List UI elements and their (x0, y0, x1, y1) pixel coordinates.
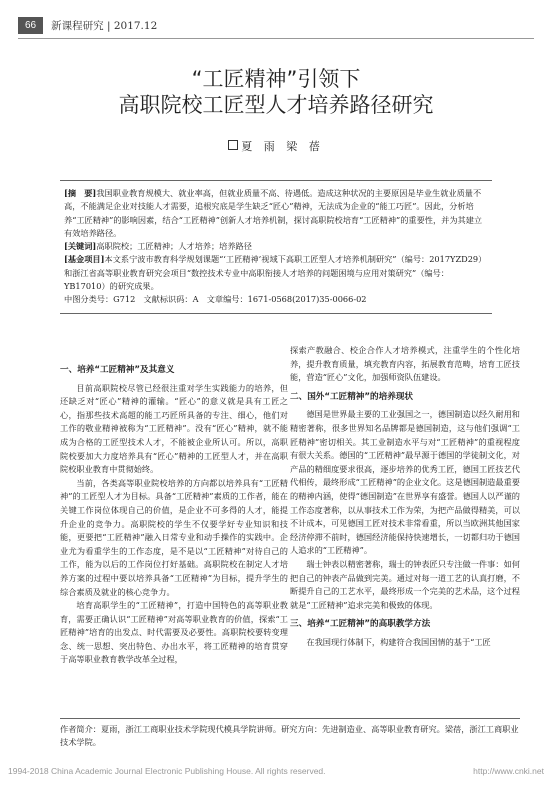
right-paragraph-2: 瑞士钟表以精密著称，瑞士的钟表匠只专注做一件事：如何把自己的钟表产品做到完美。通过对每一道工艺的认真打磨，不断提升自己的工艺水平，最终形成一个完美的艺术品，这个过程就是“工匠精神”追求完美和极致的体现。 (290, 558, 520, 610)
section-heading-1: 一、培养“工匠精神”及其意义 (60, 365, 175, 375)
left-paragraph-1: 目前高职院校尽管已经很注重对学生实践能力的培养，但还缺乏对“匠心”精神的灌输。“匠心”的意义就是具有工匠之心，指那些技术高超的能工巧匠所具备的专注、细心，他们对工作的敬业精神被称为“工匠精神”。没有“匠心”精神，就不能成为合格的工匠型技术人才，不能被企业所认可。所以，高职院校要加大力度培养具有“匠心”精神的工匠型人才，并在高职院校职业教育中贯彻始终。 (60, 382, 288, 475)
title-line-1: “工匠精神”引领下 (191, 67, 361, 91)
keywords-line (64, 240, 488, 253)
colophon (8, 766, 544, 776)
right-paragraph-3: 在我国现行体制下，构建符合我国国情的基于“工匠 (306, 636, 491, 647)
header-rule (18, 38, 534, 39)
running-header (18, 14, 157, 36)
left-paragraph-2: 当前，各类高等职业院校培养的方向都以培养具有“工匠精神”的工匠型人才为目标。具备“工匠精神”素质的工作者，能在关键工作岗位体现自己的价值，是企业不可多得的人才，能提升企业的竞争力。高职院校的学生不仅要学好专业知识和技能，更要把“工匠精神”融入日常专业和动手操作的实践中。企业尤为看重学生的工作态度，是不是以“工匠精神”对待自己的工作，能为以后的工作岗位打好基础。高职院校在制定人才培养方案的过程中要以培养具备“工匠精神”为目标，提升学生的综合素质及就业的核心竞争力。 (60, 477, 288, 597)
abstract-box (60, 180, 492, 314)
right-paragraph-0: 探索产教融合、校企合作人才培养模式，注重学生的个性化培养，提升教育质量，填充教育内容，拓展教育范畴，培育工匠技能，营造“匠心”文化，加强师资队伍建设。 (290, 345, 520, 383)
abstract-text: 我国职业教育规模大、就业率高，但就业质量不高、待遇低。造成这种状况的主要原因是毕业生就业质量不高，不能满足企业对技能人才需要，追根究底是学生缺乏“匠心”精神，无法成为企业的“能工巧匠”。因此，分析培养“工匠精神”的影响因素，结合“工匠精神”创新人才培养机制，探讨高职院校培育“工匠精神”的重要性，并为其建立有效培养路径。 (64, 188, 483, 238)
right-column (290, 344, 520, 649)
authors (0, 138, 552, 154)
fund-line (64, 253, 488, 293)
page-number: 66 (18, 17, 43, 34)
copyright-text: 1994-2018 China Academic Journal Electronic Publishing House. All rights reserved. (8, 766, 326, 776)
journal-name: 新课程研究 | 2017.12 (51, 19, 158, 32)
abstract-label: [摘 要] (64, 188, 97, 198)
left-paragraph-3: 培育高职学生的“工匠精神”，打造中国特色的高等职业教育，需要正确认识“工匠精神”对高等职业教育的价值，探索“工匠精神”培育的出发点、时代需要及必要性。高职院校要转变理念、统一思想、突出特色、办出水平，将工匠精神的培育贯穿于高等职业教育教学改革全过程， (60, 600, 288, 665)
classification-meta: 中图分类号：G712 文献标识码：A 文章编号：1671-0568(2017)35-0066-02 (64, 294, 367, 305)
author-names: 夏 雨 梁 蓓 (241, 140, 324, 153)
fund-text: 本文系宁波市教育科学规划课题“‘工匠精神’视域下高职工匠型人才培养机制研究”（编号：2017YZD29）和浙江省高等职业教育研究会项目“数控技术专业中高职衔接人才培养的问题困境与应用对策研究”（编号：YB17010）的研究成果。 (64, 254, 487, 292)
keywords-text: 高职院校；工匠精神；人才培养；培养路径 (96, 241, 252, 252)
abstract-paragraph (64, 187, 488, 240)
right-paragraph-1: 德国是世界最主要的工业强国之一，德国制造以经久耐用和精密著称，很多世界知名品牌都是德国制造，这与他们强调“工匠精神”密切相关。其工业制造水平与对“工匠精神”的重视程度有很大关系。德国的“工匠精神”最早源于德国的学徒制文化，对产品的精细度要求很高，逐步培养的优秀工匠，德国工匠技艺代代相传，最终形成“工匠精神”的企业文化。这是德国制造最重要的精神内涵，使得“德国制造”在世界享有盛誉。德国人以严谨的工作态度著称，以从事技术工作为荣，为把产品做得精美，可以不计成本，可见德国工匠对技术非常看重，所以当欧洲其他国家经济停滞不前时，德国经济能保持快速增长，一切都归功于德国人追求的“工匠精神”。 (290, 409, 520, 556)
section-heading-2: 二、国外“工匠精神”的培养现状 (290, 391, 414, 402)
author-footnote: 作者简介：夏雨，浙江工商职业技术学院现代模具学院讲师。研究方向：先进制造业、高等职业教育研究。梁蓓，浙江工商职业技术学院。 (60, 718, 520, 749)
title-line-2: 高职院校工匠型人才培养路径研究 (118, 93, 434, 117)
fund-label: [基金项目] (64, 254, 105, 265)
author-marker-icon (228, 140, 238, 150)
keywords-label: [关键词] (64, 241, 97, 252)
source-url[interactable]: http://www.cnki.net (473, 766, 544, 776)
left-column (60, 358, 288, 667)
section-heading-3: 三、培养“工匠精神”的高职教学方法 (290, 619, 431, 630)
